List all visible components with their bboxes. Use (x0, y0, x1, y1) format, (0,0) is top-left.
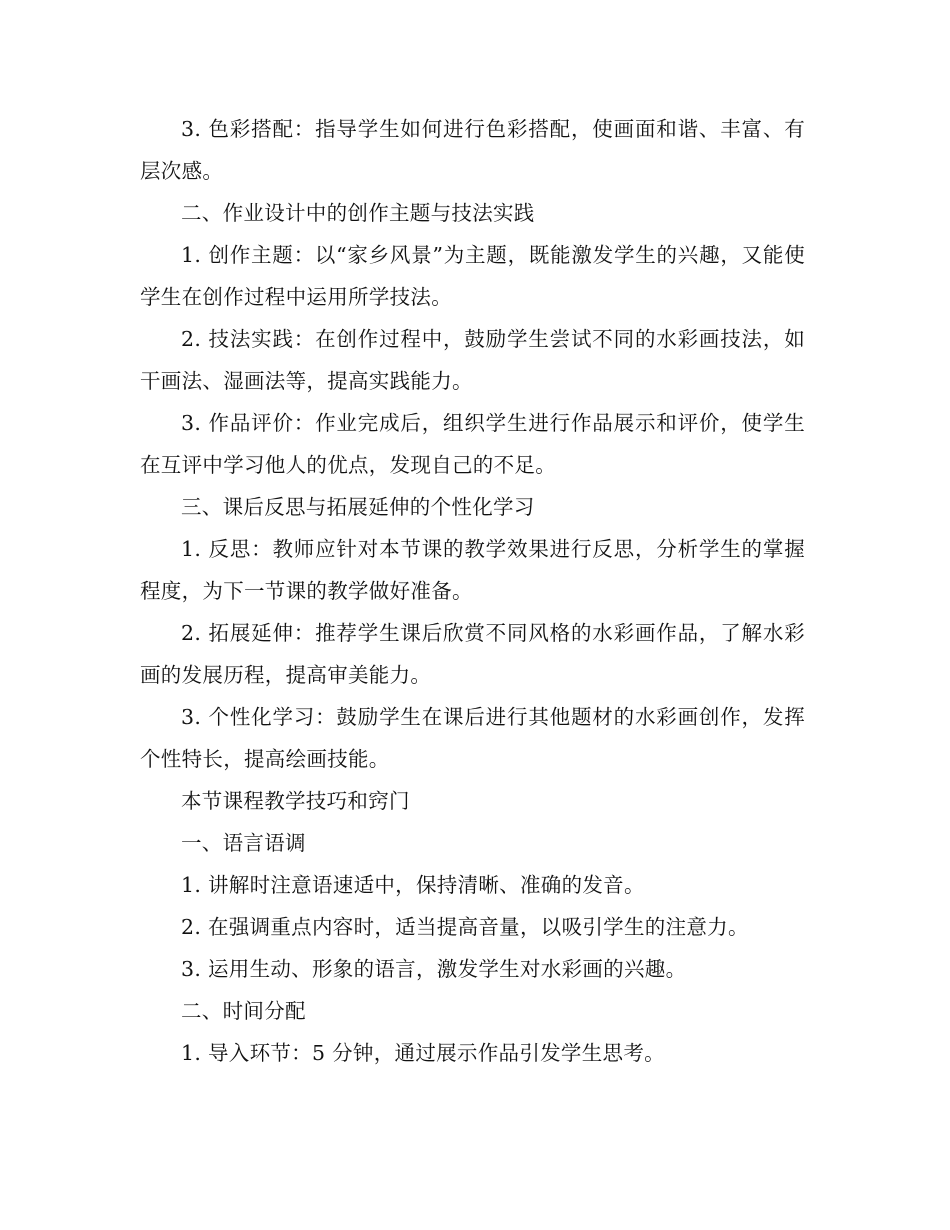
paragraph-introduction-segment: 1. 导入环节：5 分钟，通过展示作品引发学生思考。 (181, 1041, 665, 1065)
paragraph-extension: 2. 拓展延伸：推荐学生课后欣赏不同风格的水彩画作品，了解水彩画的发展历程，提高审美能力。 (140, 621, 805, 687)
section-heading-reflection-extension: 三、课后反思与拓展延伸的个性化学习 (181, 495, 535, 519)
paragraph-technique-practice: 2. 技法实践：在创作过程中，鼓励学生尝试不同的水彩画技法，如干画法、湿画法等，提高实践能力。 (140, 327, 805, 393)
paragraph-speech-rate: 1. 讲解时注意语速适中，保持清晰、准确的发音。 (181, 873, 645, 897)
paragraph-reflection: 1. 反思：教师应针对本节课的教学效果进行反思，分析学生的掌握程度，为下一节课的教学做好准备。 (140, 537, 805, 603)
paragraph-vivid-language: 3. 运用生动、形象的语言，激发学生对水彩画的兴趣。 (181, 957, 687, 981)
section-heading-language-tone: 一、语言语调 (181, 831, 306, 855)
heading-teaching-tips: 本节课程教学技巧和窍门 (181, 789, 410, 813)
paragraph-personalized-learning: 3. 个性化学习：鼓励学生在课后进行其他题材的水彩画创作，发挥个性特长，提高绘画技能。 (140, 705, 805, 771)
paragraph-color-matching: 3. 色彩搭配：指导学生如何进行色彩搭配，使画面和谐、丰富、有层次感。 (140, 117, 805, 183)
paragraph-emphasis-volume: 2. 在强调重点内容时，适当提高音量，以吸引学生的注意力。 (181, 915, 749, 939)
section-heading-assignment-design: 二、作业设计中的创作主题与技法实践 (181, 201, 535, 225)
section-heading-time-allocation: 二、时间分配 (181, 999, 306, 1023)
document-body (140, 108, 805, 1074)
paragraph-creative-theme: 1. 创作主题：以“家乡风景”为主题，既能激发学生的兴趣，又能使学生在创作过程中运用所学技法。 (140, 243, 805, 309)
paragraph-work-evaluation: 3. 作品评价：作业完成后，组织学生进行作品展示和评价，使学生在互评中学习他人的优点，发现自己的不足。 (140, 411, 805, 477)
